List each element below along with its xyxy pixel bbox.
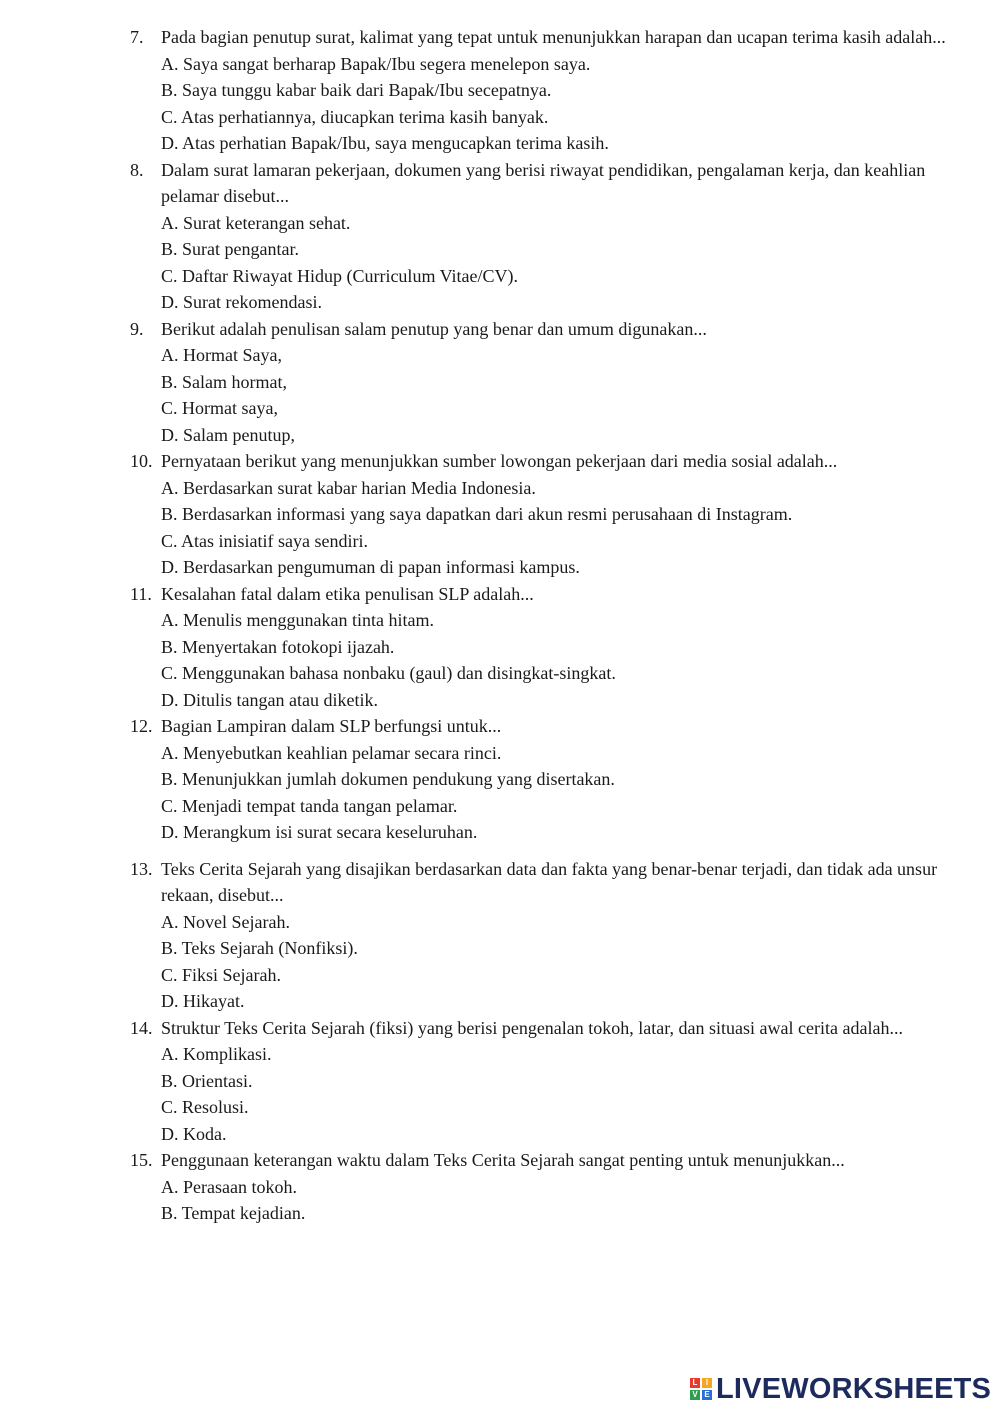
option-d[interactable]: D. Hikayat.: [161, 991, 245, 1011]
question-12: [130, 713, 960, 846]
option-b[interactable]: B. Salam hormat,: [161, 371, 287, 392]
option-c[interactable]: C. Fiksi Sejarah.: [161, 964, 281, 985]
option-b[interactable]: B. Surat pengantar.: [161, 239, 299, 259]
question-number: 10.: [130, 451, 153, 471]
option-a[interactable]: A. Surat keterangan sehat.: [161, 212, 351, 233]
option-d[interactable]: D. Surat rekomendasi.: [161, 292, 322, 312]
option-a[interactable]: A. Novel Sejarah.: [161, 911, 290, 932]
option-d[interactable]: D. Koda.: [161, 1123, 227, 1144]
option-a[interactable]: A. Komplikasi.: [161, 1044, 272, 1064]
question-7: [130, 24, 960, 157]
logo-text: LIVEWORKSHEETS: [716, 1372, 992, 1405]
logo-mark-tile: V: [690, 1390, 700, 1400]
option-c[interactable]: C. Atas perhatiannya, diucapkan terima kasih banyak.: [161, 106, 549, 127]
option-a[interactable]: A. Menulis menggunakan tinta hitam.: [161, 610, 434, 630]
question-list: [130, 24, 960, 1227]
option-a[interactable]: A. Menyebutkan keahlian pelamar secara rinci.: [161, 742, 502, 763]
option-c[interactable]: C. Menjadi tempat tanda tangan pelamar.: [161, 795, 458, 816]
question-number: 12.: [130, 716, 153, 736]
option-d[interactable]: D. Berdasarkan pengumuman di papan informasi kampus.: [161, 557, 580, 577]
option-b[interactable]: B. Tempat kejadian.: [161, 1203, 306, 1223]
question-text: Pada bagian penutup surat, kalimat yang tepat untuk menunjukkan harapan dan ucapan terima kasih adalah...: [161, 27, 946, 47]
option-c[interactable]: C. Atas inisiatif saya sendiri.: [161, 530, 368, 551]
option-a[interactable]: A. Hormat Saya,: [161, 345, 282, 365]
logo-mark-tile: L: [690, 1378, 700, 1388]
logo-mark-tile: I: [702, 1378, 712, 1388]
option-c[interactable]: C. Resolusi.: [161, 1097, 249, 1117]
section-gap: [130, 846, 960, 856]
option-d[interactable]: D. Salam penutup,: [161, 424, 295, 445]
question-text: Dalam surat lamaran pekerjaan, dokumen yang berisi riwayat pendidikan, pengalaman kerja, dan keahlian pelamar disebut...: [161, 159, 926, 206]
question-text: Teks Cerita Sejarah yang disajikan berdasarkan data dan fakta yang benar-benar terjadi, dan tidak ada unsur rekaan, disebut...: [161, 858, 938, 905]
question-9: [130, 316, 960, 449]
option-b[interactable]: B. Orientasi.: [161, 1070, 253, 1091]
question-text: Bagian Lampiran dalam SLP berfungsi untuk...: [161, 716, 502, 736]
option-b[interactable]: B. Teks Sejarah (Nonfiksi).: [161, 938, 358, 958]
option-b[interactable]: B. Menyertakan fotokopi ijazah.: [161, 636, 395, 657]
question-number: 11.: [130, 583, 152, 604]
option-c[interactable]: C. Daftar Riwayat Hidup (Curriculum Vitae/CV).: [161, 265, 519, 286]
question-text: Pernyataan berikut yang menunjukkan sumber lowongan pekerjaan dari media sosial adalah...: [161, 451, 838, 471]
question-text: Struktur Teks Cerita Sejarah (fiksi) yang berisi pengenalan tokoh, latar, dan situasi awal cerita adalah...: [161, 1017, 903, 1038]
option-b[interactable]: B. Saya tunggu kabar baik dari Bapak/Ibu secepatnya.: [161, 80, 552, 100]
question-text: Berikut adalah penulisan salam penutup yang benar dan umum digunakan...: [161, 318, 707, 339]
option-d[interactable]: D. Atas perhatian Bapak/Ibu, saya mengucapkan terima kasih.: [161, 133, 609, 153]
question-number: 8.: [130, 159, 144, 180]
option-b[interactable]: B. Berdasarkan informasi yang saya dapatkan dari akun resmi perusahaan di Instagram.: [161, 504, 793, 524]
question-number: 15.: [130, 1150, 153, 1170]
question-number: 7.: [130, 27, 144, 47]
liveworksheets-logo: [690, 1371, 991, 1407]
question-11: [130, 581, 960, 714]
option-b[interactable]: B. Menunjukkan jumlah dokumen pendukung yang disertakan.: [161, 769, 615, 789]
logo-mark-tile: E: [702, 1390, 712, 1400]
question-15: [130, 1147, 960, 1227]
question-14: [130, 1015, 960, 1148]
option-a[interactable]: A. Perasaan tokoh.: [161, 1176, 297, 1197]
question-text: Penggunaan keterangan waktu dalam Teks Cerita Sejarah sangat penting untuk menunjukkan...: [161, 1150, 845, 1170]
question-number: 13.: [130, 858, 153, 879]
question-number: 9.: [130, 318, 144, 339]
logo-mark-icon: [690, 1378, 712, 1400]
option-d[interactable]: D. Ditulis tangan atau diketik.: [161, 689, 378, 710]
option-c[interactable]: C. Hormat saya,: [161, 398, 278, 418]
question-text: Kesalahan fatal dalam etika penulisan SLP adalah...: [161, 583, 534, 604]
question-13: [130, 856, 960, 1015]
option-c[interactable]: C. Menggunakan bahasa nonbaku (gaul) dan disingkat-singkat.: [161, 663, 616, 683]
option-a[interactable]: A. Saya sangat berharap Bapak/Ibu segera menelepon saya.: [161, 53, 591, 74]
question-number: 14.: [130, 1017, 153, 1038]
option-a[interactable]: A. Berdasarkan surat kabar harian Media Indonesia.: [161, 477, 536, 498]
question-10: [130, 448, 960, 581]
question-8: [130, 157, 960, 316]
option-d[interactable]: D. Merangkum isi surat secara keseluruhan.: [161, 822, 478, 842]
